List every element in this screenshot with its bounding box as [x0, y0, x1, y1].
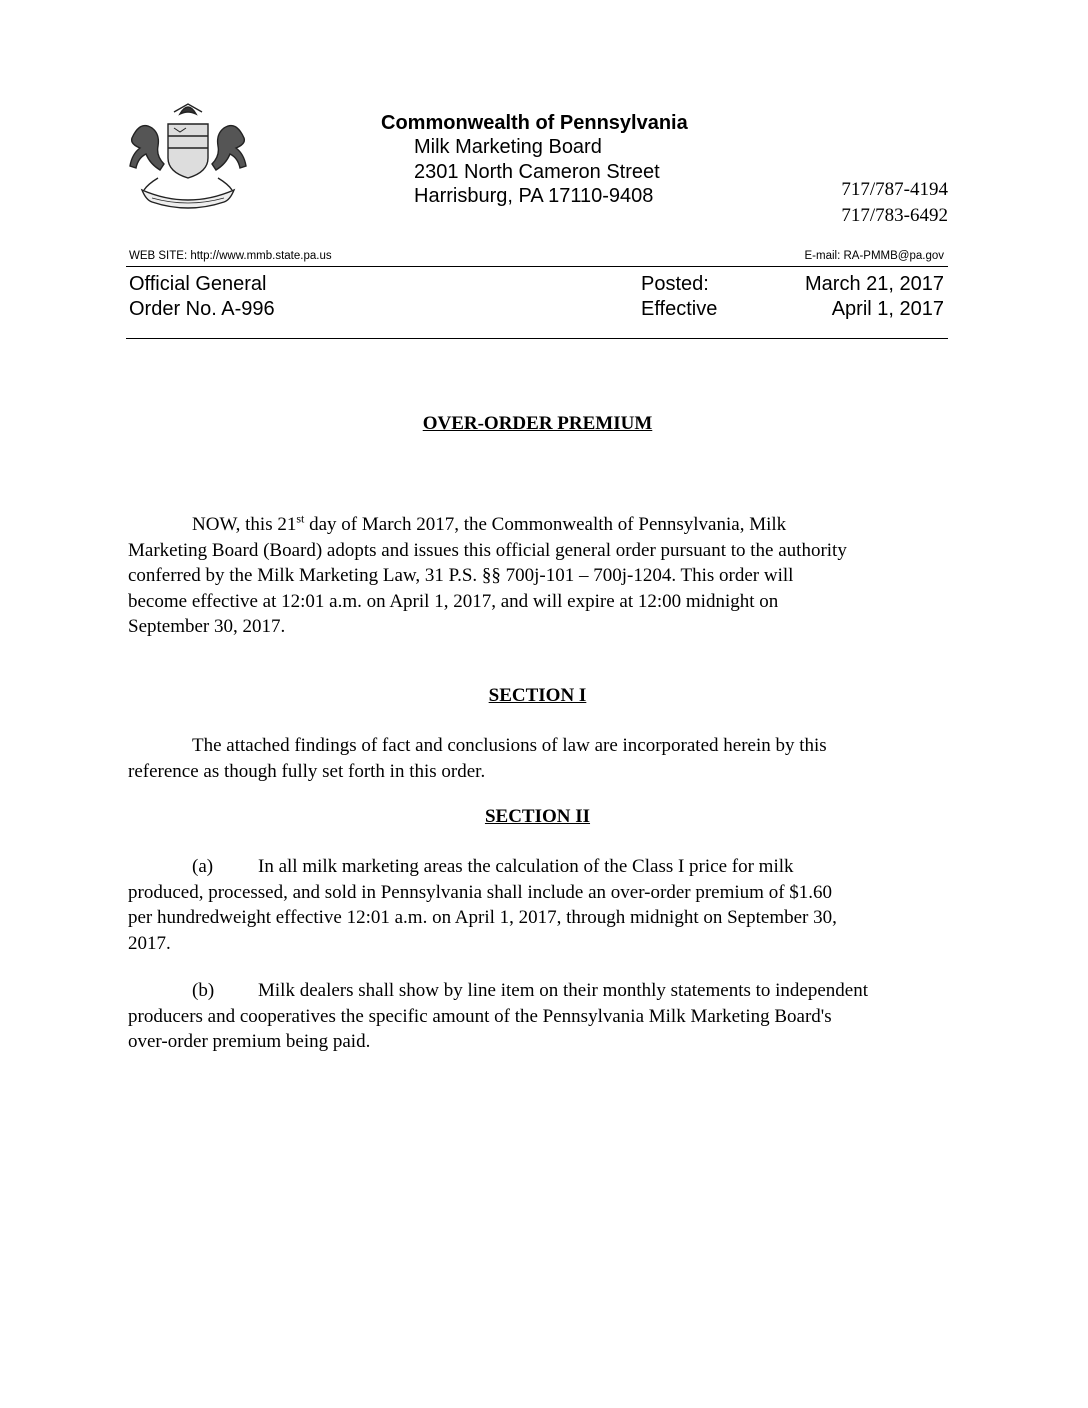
- phone-number-1: 717/787-4194: [841, 179, 948, 200]
- pennsylvania-coat-of-arms-icon: [112, 98, 264, 218]
- city-address: Harrisburg, PA 17110-9408: [414, 185, 654, 207]
- email-text: E-mail: RA-PMMB@pa.gov: [804, 250, 944, 262]
- posted-date: March 21, 2017: [805, 273, 944, 295]
- organization-name: Commonwealth of Pennsylvania: [381, 112, 688, 134]
- paragraph-b-label: (b): [192, 980, 215, 1001]
- section-2-paragraph-b: [128, 978, 948, 1055]
- section-2-paragraph-a: [128, 854, 948, 956]
- order-divider: [126, 338, 948, 339]
- paragraph-a-label: (a): [192, 856, 214, 877]
- paragraph-a-line-2: produced, processed, and sold in Pennsylvania shall include an over-order premium of $1.60: [128, 881, 833, 903]
- paragraph-a-line-1: [128, 854, 948, 880]
- paragraph-b-line-1-text: Milk dealers shall show by line item on their monthly statements to independent: [258, 980, 869, 1001]
- section-1-line-1: The attached findings of fact and conclusions of law are incorporated herein by this: [192, 735, 827, 756]
- paragraph-b-line-1: [128, 978, 948, 1004]
- paragraph-a-line-4: 2017.: [128, 932, 171, 954]
- street-address: 2301 North Cameron Street: [414, 161, 660, 183]
- intro-paragraph: [128, 512, 948, 640]
- intro-line-2: Marketing Board (Board) adopts and issues this official general order pursuant to the authority: [128, 539, 847, 561]
- effective-date: April 1, 2017: [831, 298, 944, 320]
- intro-line-1: [128, 512, 948, 538]
- intro-line-5: September 30, 2017.: [128, 616, 286, 637]
- effective-label: Effective: [641, 298, 718, 320]
- posted-label: Posted:: [641, 273, 709, 295]
- intro-line-4: become effective at 12:01 a.m. on April 1, 2017, and will expire at 12:00 midnight on: [128, 590, 779, 612]
- paragraph-b-line-3: over-order premium being paid.: [128, 1031, 371, 1052]
- intro-line-1-end: day of March 2017, the Commonwealth of Pennsylvania, Milk: [304, 514, 787, 535]
- section-2-heading: SECTION II: [484, 806, 591, 827]
- section-1-line-2: reference as though fully set forth in this order.: [128, 760, 486, 782]
- document-heading: OVER-ORDER PREMIUM: [422, 413, 653, 434]
- order-title-line-1: Official General: [129, 273, 267, 295]
- website-text: WEB SITE: http://www.mmb.state.pa.us: [129, 250, 332, 262]
- intro-line-1-start: NOW, this 21: [192, 514, 297, 535]
- ordinal-suffix: st: [296, 511, 305, 526]
- paragraph-a-line-3: per hundredweight effective 12:01 a.m. on April 1, 2017, through midnight on September 30,: [128, 907, 837, 928]
- header-divider: [126, 266, 948, 267]
- section-1-heading: SECTION I: [488, 685, 587, 706]
- paragraph-a-line-1-text: In all milk marketing areas the calculation of the Class I price for milk: [258, 856, 794, 877]
- section-1-paragraph: [128, 733, 948, 784]
- board-name: Milk Marketing Board: [414, 136, 602, 158]
- phone-number-2: 717/783-6492: [841, 205, 948, 226]
- intro-line-3: conferred by the Milk Marketing Law, 31 P.S. §§ 700j-101 – 700j-1204. This order will: [128, 565, 794, 586]
- paragraph-b-line-2: producers and cooperatives the specific amount of the Pennsylvania Milk Marketing Board's: [128, 1005, 832, 1027]
- order-title-line-2: Order No. A-996: [129, 298, 275, 320]
